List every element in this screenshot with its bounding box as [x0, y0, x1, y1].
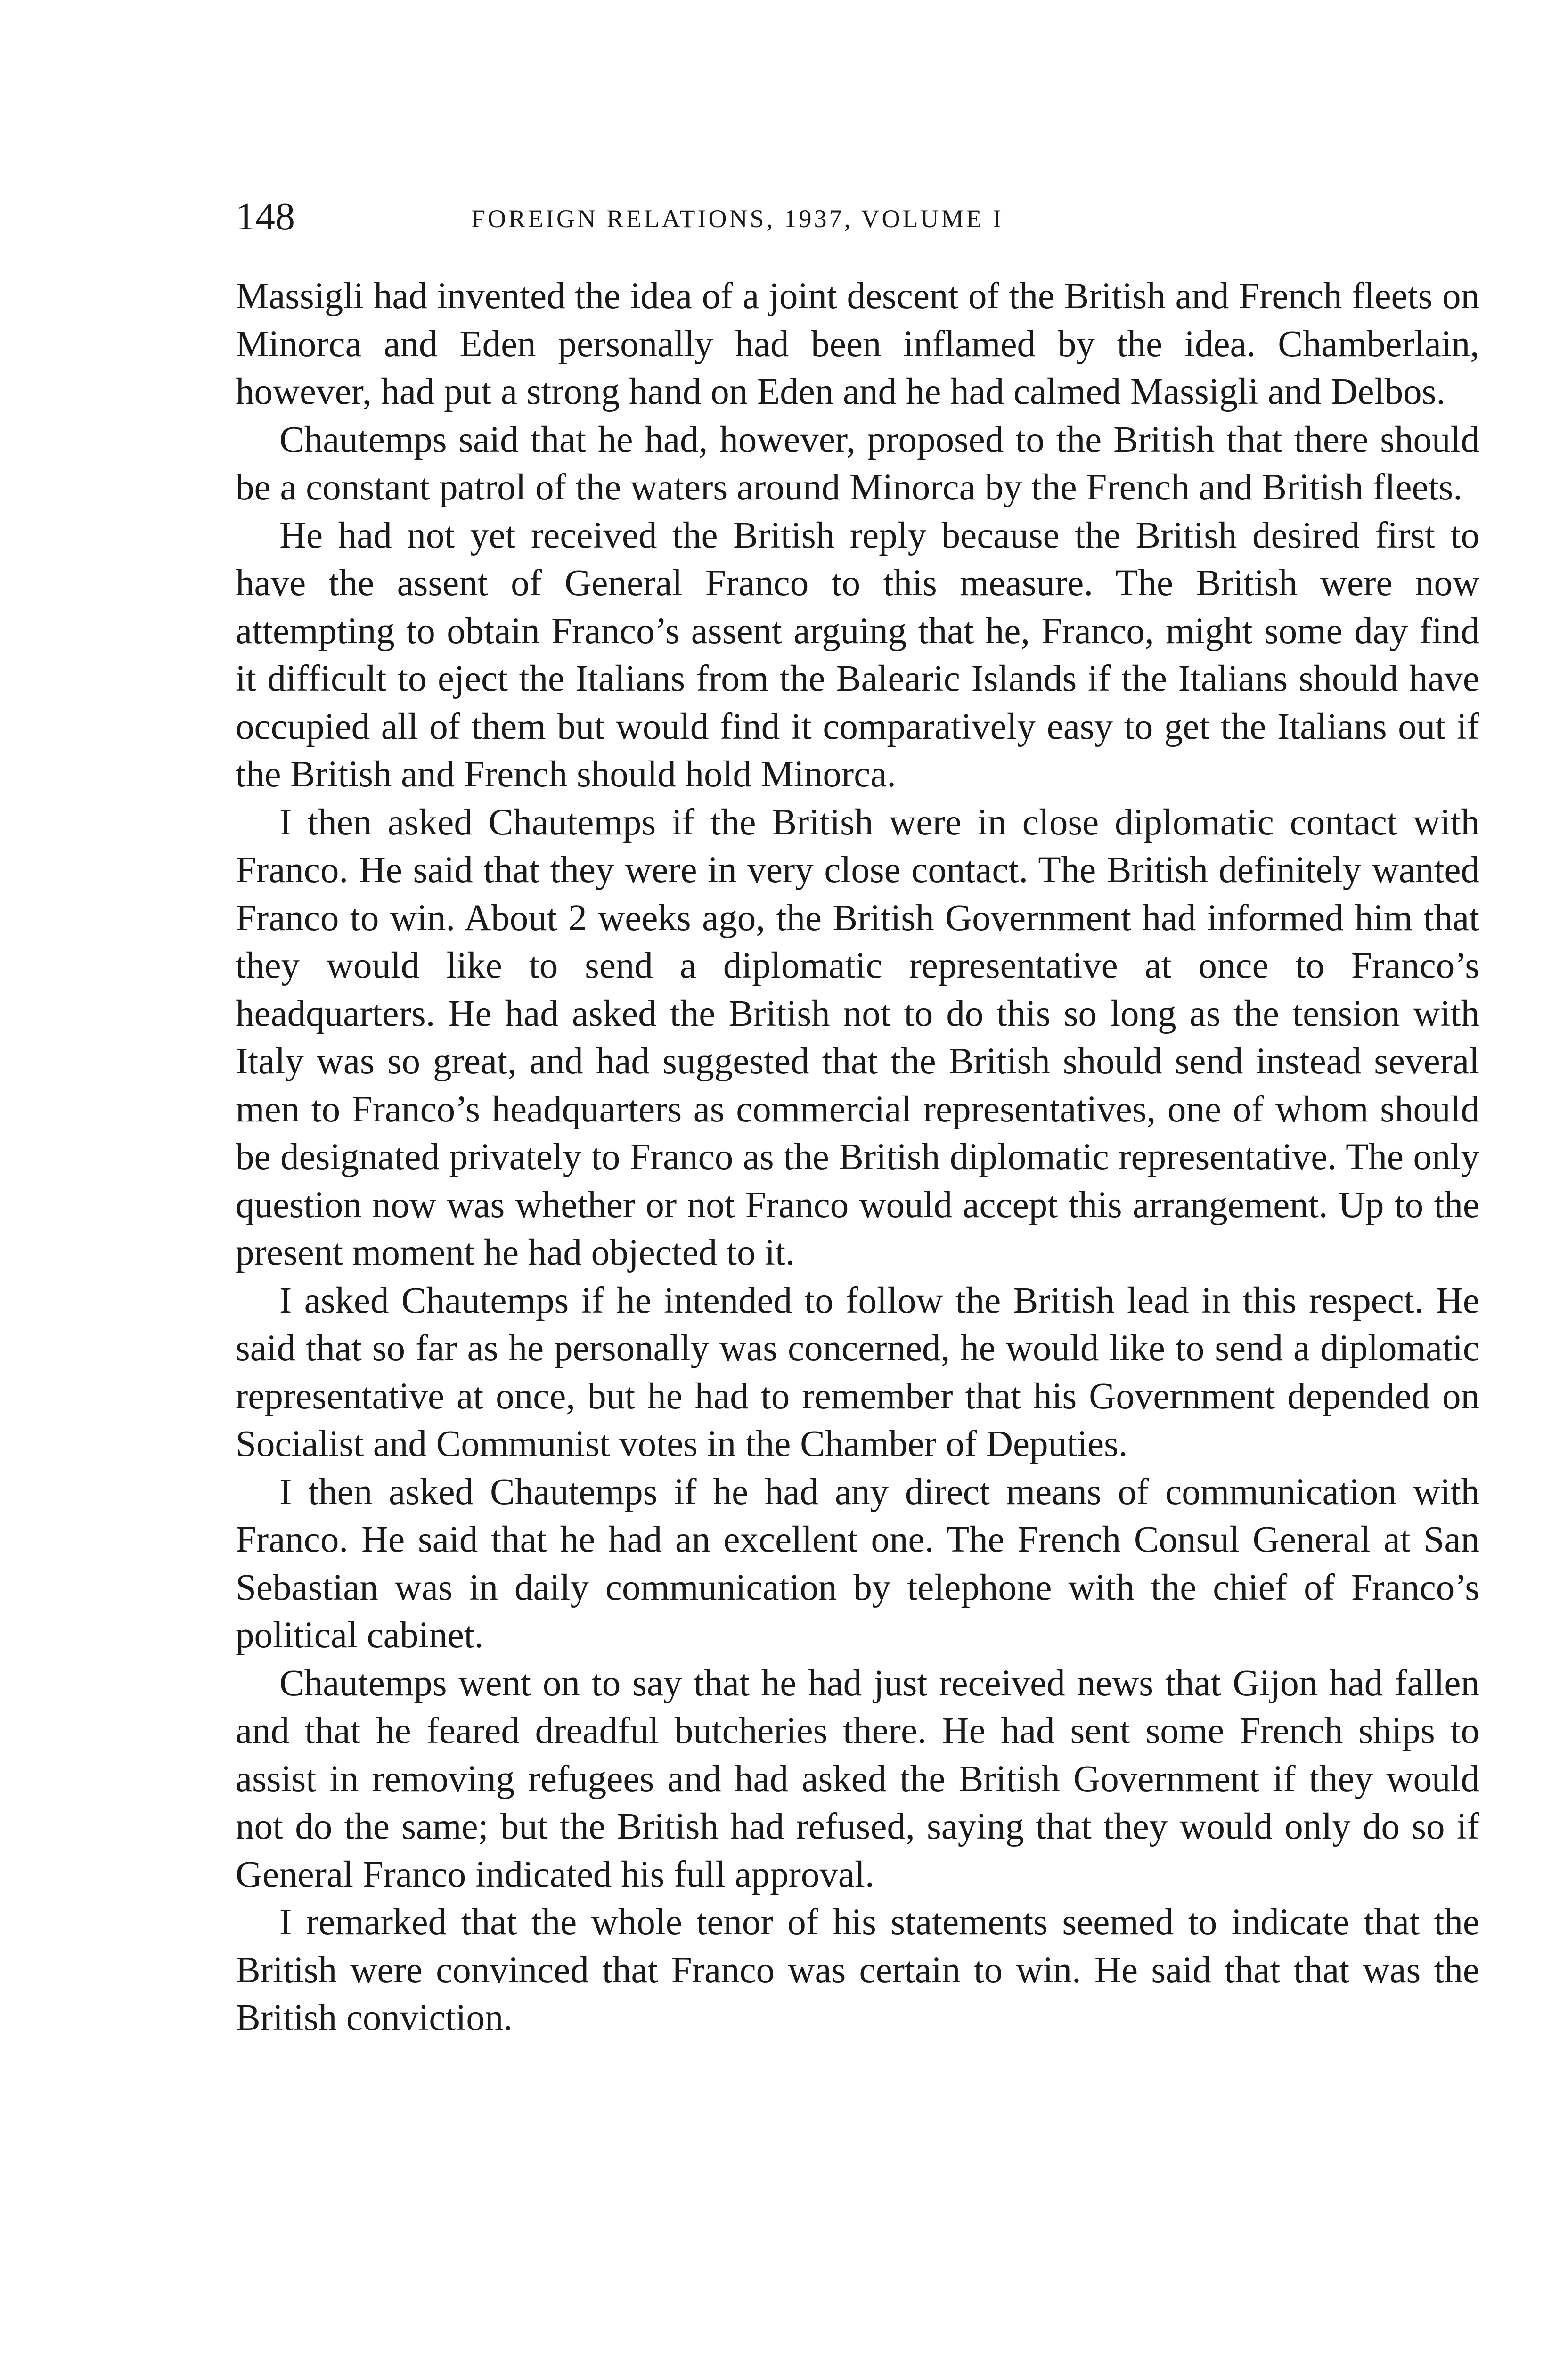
paragraph: I then asked Chautemps if the British were in close diplomatic contact with Franco. He said that they were in very close contact. The British definitely wanted Franco to win. About 2 weeks ago, the British Government had informed him that they would like to send a diplomatic representative at once to Franco’s headquarters. He had asked the British not to do this so long as the tension with Italy was so great, and had suggested that the British should send instead several men to Franco’s headquarters as commercial representatives, one of whom should be designated privately to Franco as the British diplomatic representative. The only question now was whether or not Franco would accept this arrangement. Up to the present moment he had objected to it. [236, 802, 1479, 1273]
running-head [236, 191, 1479, 243]
paragraph: I then asked Chautemps if he had any direct means of communication with Franco. He said that he had an excellent one. The French Consul General at San Sebastian was in daily communication by telephone with the chief of Franco’s political cabinet. [236, 1471, 1479, 1656]
body-text [236, 272, 1479, 2042]
paragraph: Chautemps went on to say that he had just received news that Gijon had fallen and that he feared dreadful butcheries there. He had sent some French ships to assist in removing refugees and had asked the British Government if they would not do the same; but the British had refused, saying that they would only do so if General Franco indicated his full approval. [236, 1662, 1479, 1895]
page-number: 148 [236, 195, 295, 238]
paragraph: Chautemps said that he had, however, proposed to the British that there should be a constant patrol of the waters around Minorca by the French and British fleets. [236, 419, 1479, 508]
paragraph: I asked Chautemps if he intended to follow the British lead in this respect. He said that so far as he personally was concerned, he would like to send a diplomatic representative at once, but he had to remember that his Government depended on Socialist and Communist votes in the Chamber of Deputies. [236, 1280, 1479, 1464]
running-title: FOREIGN RELATIONS, 1937, VOLUME I [471, 205, 1004, 233]
paragraph: I remarked that the whole tenor of his statements seemed to indicate that the British were convinced that Franco was certain to win. He said that that was the British conviction. [236, 1902, 1479, 2038]
paragraph: He had not yet received the British reply because the British desired first to have the assent of General Franco to this measure. The British were now attempting to obtain Franco’s assent arguing that he, Franco, might some day find it difficult to eject the Italians from the Balearic Islands if the Italians should have occupied all of them but would find it comparatively easy to get the Italians out if the British and French should hold Minorca. [236, 515, 1479, 795]
paragraph: Massigli had invented the idea of a joint descent of the British and French fleets on Minorca and Eden personally had been inflamed by the idea. Chamberlain, however, had put a strong hand on Eden and he had calmed Massigli and Delbos. [236, 276, 1479, 412]
